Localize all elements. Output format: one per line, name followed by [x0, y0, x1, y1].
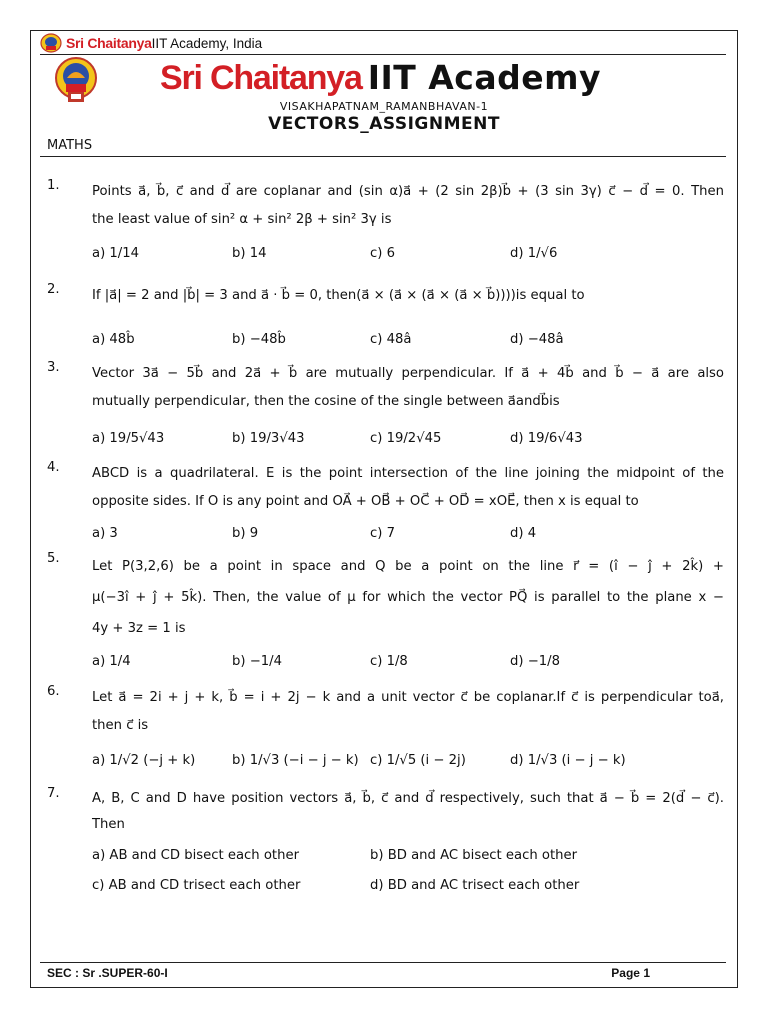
top-brand-bar: [40, 32, 262, 54]
top-brand-suffix: IIT Academy, India: [151, 35, 263, 51]
top-brand-name: Sri Chaitanya: [66, 35, 152, 51]
option-d: d) 19/6√43: [510, 431, 583, 446]
question-line: mutually perpendicular, then the cosine of the single between a⃗andb⃗is: [92, 394, 560, 409]
question-line: Let a⃗ = 2i + j + k, b⃗ = i + 2j − k and a unit vector c⃗ be coplanar.If c⃗ is perpendicular toa⃗,: [92, 690, 724, 705]
header-divider: [40, 156, 726, 157]
option-b: b) BD and AC bisect each other: [370, 848, 578, 863]
option-a: a) 1/14: [92, 246, 140, 261]
footer-divider: [40, 962, 726, 963]
option-c: c) 6: [370, 246, 395, 261]
option-d: d) 4: [510, 526, 537, 541]
question-number: 6.: [47, 684, 60, 699]
question-line: If |a⃗| = 2 and |b⃗| = 3 and a⃗ · b⃗ = 0, then(a⃗ × (a⃗ × (a⃗ × (a⃗ × b⃗))))is equal to: [92, 288, 585, 303]
option-b: b) 1/√3 (−i − j − k): [232, 753, 359, 768]
question-number: 4.: [47, 460, 60, 475]
option-c: c) 1/√5 (i − 2j): [370, 753, 466, 768]
academy-emblem-icon: [54, 56, 98, 104]
option-d: d) 1/√3 (i − j − k): [510, 753, 626, 768]
question-line: Vector 3a⃗ − 5b⃗ and 2a⃗ + b⃗ are mutually perpendicular. If a⃗ + 4b⃗ and b⃗ − a⃗ are also: [92, 366, 724, 381]
question-line: μ(−3î + ĵ + 5k̂). Then, the value of μ for which the vector PQ⃗ is parallel to the plane x −: [92, 590, 724, 605]
option-c: c) 19/2√45: [370, 431, 442, 446]
question-line: ABCD is a quadrilateral. E is the point intersection of the line joining the midpoint of the: [92, 466, 724, 481]
question-line: the least value of sin² α + sin² 2β + sin² 3γ is: [92, 212, 392, 227]
option-c: c) 1/8: [370, 654, 408, 669]
question-line: opposite sides. If O is any point and OA⃗ + OB⃗ + OC⃗ + OD⃗ = xOE⃗, then x is equal to: [92, 494, 639, 509]
question-line: 4y + 3z = 1 is: [92, 621, 186, 636]
title-academy: IIT Academy: [367, 58, 602, 97]
question-number: 2.: [47, 282, 60, 297]
option-b: b) −48b̂: [232, 332, 286, 347]
option-d: d) BD and AC trisect each other: [370, 878, 580, 893]
option-d: d) −48â: [510, 332, 564, 347]
option-b: b) 19/3√43: [232, 431, 305, 446]
option-a: a) AB and CD bisect each other: [92, 848, 299, 863]
top-divider: [40, 54, 726, 55]
question-line: Then: [92, 817, 125, 832]
option-d: d) 1/√6: [510, 246, 558, 261]
assignment-title: VECTORS_ASSIGNMENT: [268, 114, 500, 134]
question-number: 7.: [47, 786, 60, 801]
question-line: Let P(3,2,6) be a point in space and Q be a point on the line r⃗ = (î − ĵ + 2k̂) +: [92, 559, 724, 574]
option-c: c) 7: [370, 526, 395, 541]
question-number: 5.: [47, 551, 60, 566]
option-a: a) 1/4: [92, 654, 131, 669]
option-c: c) AB and CD trisect each other: [92, 878, 301, 893]
question-number: 1.: [47, 178, 60, 193]
page-number: Page 1: [611, 966, 650, 980]
option-b: b) 9: [232, 526, 259, 541]
title-brand: Sri Chaitanya: [160, 59, 362, 97]
subject-label: MATHS: [47, 138, 93, 153]
option-b: b) 14: [232, 246, 267, 261]
option-b: b) −1/4: [232, 654, 282, 669]
question-line: A, B, C and D have position vectors a⃗, b⃗, c⃗ and d⃗ respectively, such that a⃗ − b⃗ = 2(d⃗ − c⃗).: [92, 791, 724, 806]
option-d: d) −1/8: [510, 654, 560, 669]
question-line: Points a⃗, b⃗, c⃗ and d⃗ are coplanar and (sin α)a⃗ + (2 sin 2β)b⃗ + (3 sin 3γ) c⃗ − d⃗ = 0. Then: [92, 184, 724, 199]
option-a: a) 1/√2 (−j + k): [92, 753, 196, 768]
option-c: c) 48â: [370, 332, 412, 347]
question-line: then c⃗ is: [92, 718, 149, 733]
campus-line: VISAKHAPATNAM_RAMANBHAVAN-1: [279, 100, 489, 113]
page-title: [160, 58, 601, 98]
option-a: a) 19/5√43: [92, 431, 165, 446]
option-a: a) 48b̂: [92, 332, 135, 347]
question-number: 3.: [47, 360, 60, 375]
option-a: a) 3: [92, 526, 118, 541]
academy-logo-icon: [40, 33, 62, 53]
section-label: SEC : Sr .SUPER-60-I: [47, 966, 168, 980]
